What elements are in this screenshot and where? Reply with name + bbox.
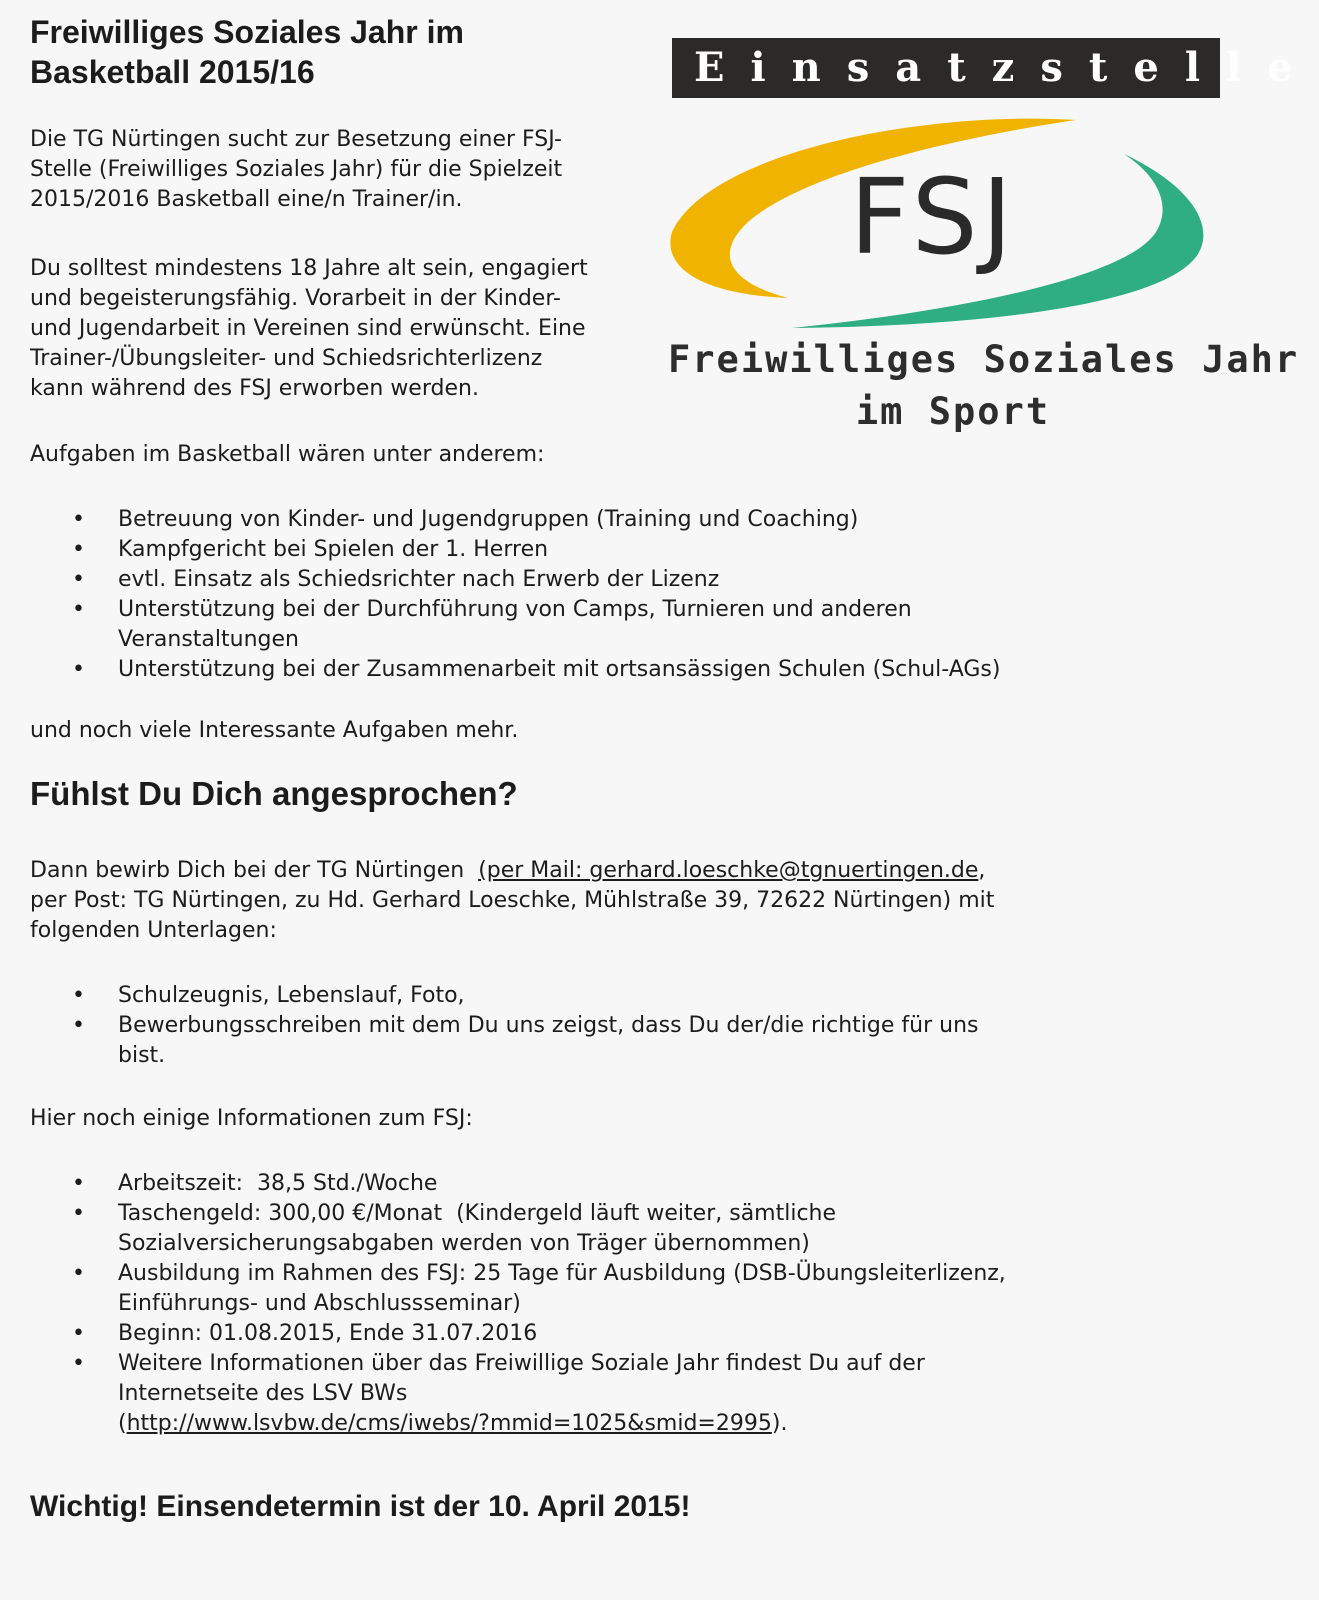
list-item: • Beginn: 01.08.2015, Ende 31.07.2016 [30, 1319, 1200, 1349]
list-item: • Unterstützung bei der Durchführung von Camps, Turnieren und anderen Veranstaltungen [30, 595, 1200, 655]
list-item: • Schulzeugnis, Lebenslauf, Foto, [30, 981, 1200, 1011]
intro-line: 2015/2016 Basketball eine/n Trainer/in. [30, 187, 463, 212]
section-heading: Fühlst Du Dich angesprochen? [30, 775, 518, 812]
deadline-notice: Wichtig! Einsendetermin ist der 10. April 2015! [30, 1490, 691, 1523]
lsv-website-link[interactable]: http://www.lsvbw.de/cms/iwebs/?mmid=1025&smid=2995 [126, 1411, 772, 1436]
logo-banner: Einsatzstelle [672, 38, 1220, 98]
info-heading: Hier noch einige Informationen zum FSJ: [30, 1106, 473, 1131]
intro-paragraph [30, 125, 680, 215]
list-item: • Taschengeld: 300,00 €/Monat (Kindergeld läuft weiter, sämtliche Sozialversicherungsabgaben werden von Träger übernommen) [30, 1199, 1200, 1259]
list-item: • Ausbildung im Rahmen des FSJ: 25 Tage für Ausbildung (DSB-Übungsleiterlizenz, Einführungs- und Abschlussseminar) [30, 1259, 1200, 1319]
list-item: • evtl. Einsatz als Schiedsrichter nach Erwerb der Lizenz [30, 565, 1200, 595]
list-item: • Bewerbungsschreiben mit dem Du uns zeigst, dass Du der/die richtige für uns bist. [30, 1011, 1200, 1071]
tasks-heading: Aufgaben im Basketball wären unter anderem: [30, 442, 545, 467]
intro-line: Stelle (Freiwilliges Soziales Jahr) für die Spielzeit [30, 157, 563, 182]
title-line-1: Freiwilliges Soziales Jahr im [30, 14, 464, 50]
requirements-paragraph [30, 254, 680, 404]
intro-line: Die TG Nürtingen sucht zur Besetzung einer FSJ- [30, 127, 562, 152]
logo-tagline-2: im Sport [855, 390, 1051, 433]
requirements-line: Trainer-/Übungsleiter- und Schiedsrichterlizenz [30, 346, 543, 371]
tasks-more-text: und noch viele Interessante Aufgaben mehr. [30, 718, 519, 743]
apply-line: per Post: TG Nürtingen, zu Hd. Gerhard Loeschke, Mühlstraße 39, 72622 Nürtingen) mit [30, 888, 995, 913]
requirements-line: und begeisterungsfähig. Vorarbeit in der Kinder- [30, 286, 561, 311]
list-item: • Unterstützung bei der Zusammenarbeit mit ortsansässigen Schulen (Schul-AGs) [30, 655, 1200, 685]
documents-list [30, 981, 1200, 1071]
logo-mark: FSJ [849, 156, 1017, 278]
logo-tagline-1: Freiwilliges Soziales Jahr [668, 338, 1300, 381]
page-title [30, 12, 670, 92]
email-link[interactable]: (per Mail: gerhard.loeschke@tgnuertingen.de [478, 858, 979, 883]
list-item: • Betreuung von Kinder- und Jugendgruppen (Training und Coaching) [30, 505, 1200, 535]
requirements-line: Du solltest mindestens 18 Jahre alt sein, engagiert [30, 256, 588, 281]
list-item: • Arbeitszeit: 38,5 Std./Woche [30, 1169, 1200, 1199]
title-line-2: Basketball 2015/16 [30, 54, 315, 90]
requirements-line: und Jugendarbeit in Vereinen sind erwünscht. Eine [30, 316, 586, 341]
list-item: • Kampfgericht bei Spielen der 1. Herren [30, 535, 1200, 565]
tasks-list [30, 505, 1200, 685]
list-item: • Weitere Informationen über das Freiwillige Soziale Jahr findest Du auf der Internetseite des LSV BWs (http://www.lsvbw.de/cms/iwebs/?mmid=1025&smid=2995). [30, 1349, 1200, 1439]
requirements-line: kann während des FSJ erworben werden. [30, 376, 479, 401]
fsj-logo [668, 34, 1319, 454]
apply-line: folgenden Unterlagen: [30, 918, 277, 943]
info-list [30, 1169, 1200, 1439]
apply-paragraph: Dann bewirb Dich bei der TG Nürtingen (per Mail: gerhard.loeschke@tgnuertingen.de, per Post: TG Nürtingen, zu Hd. Gerhard Loeschke, Mühlstraße 39, 72622 Nürtingen) mit folgenden Unterlagen: [30, 858, 995, 943]
